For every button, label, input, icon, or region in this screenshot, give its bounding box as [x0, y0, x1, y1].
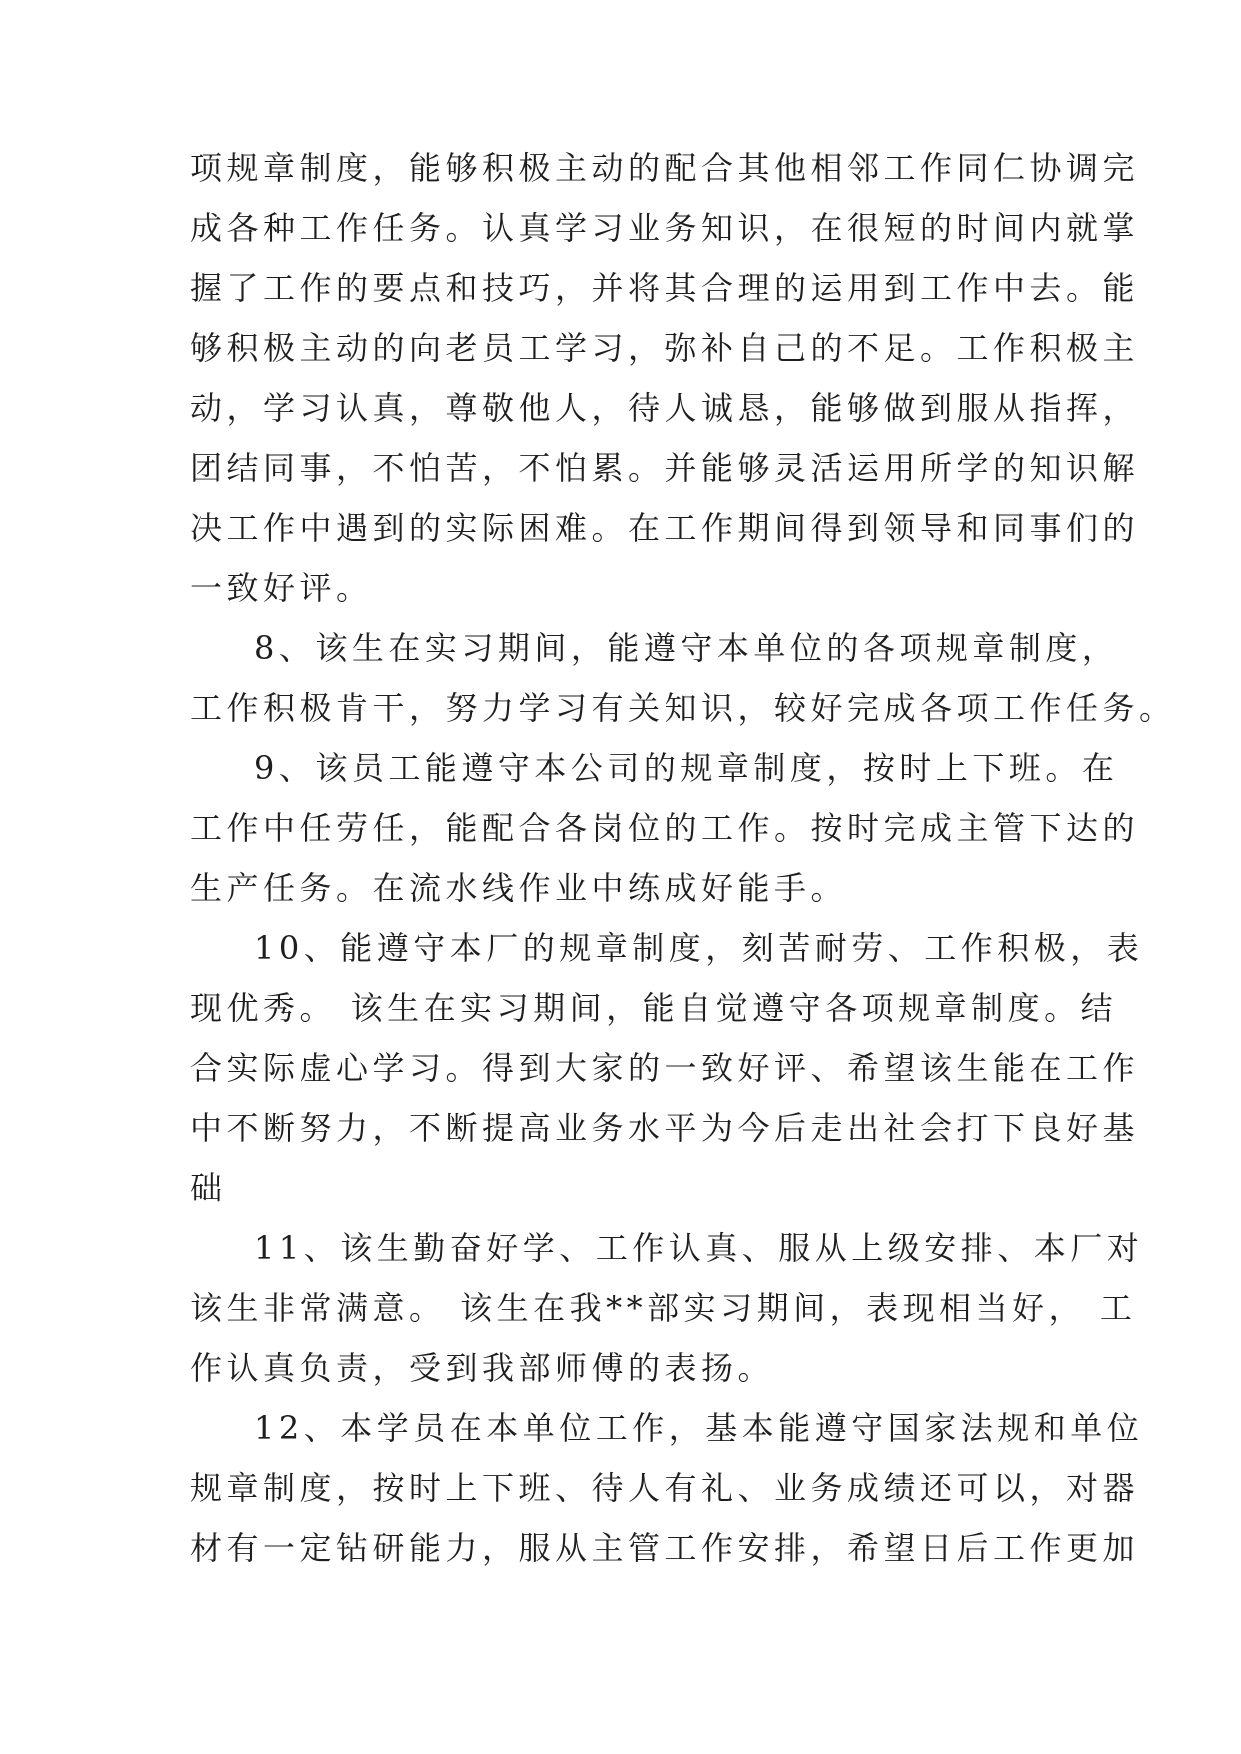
paragraph-9-first-line: 9、该员工能遵守本公司的规章制度，按时上下班。在 [254, 749, 1119, 787]
text-line: 中不断努力，不断提高业务水平为今后走出社会打下良好基 [190, 1109, 1140, 1147]
text-line: 工作中任劳任，能配合各岗位的工作。按时完成主管下达的 [190, 809, 1140, 847]
paragraph-12-first-line: 12、本学员在本单位工作，基本能遵守国家法规和单位 [254, 1409, 1144, 1447]
text-line: 团结同事，不怕苦，不怕累。并能够灵活运用所学的知识解 [190, 449, 1140, 487]
paragraph-8-first-line: 8、该生在实习期间，能遵守本单位的各项规章制度， [254, 629, 1119, 667]
paragraph-11-first-line: 11、该生勤奋好学、工作认真、服从上级安排、本厂对 [254, 1229, 1144, 1267]
text-line: 项规章制度，能够积极主动的配合其他相邻工作同仁协调完 [190, 149, 1140, 187]
text-line: 工作积极肯干，努力学习有关知识，较好完成各项工作任务。 [190, 689, 1176, 727]
text-line: 础 [190, 1169, 227, 1207]
text-line: 材有一定钻研能力，服从主管工作安排，希望日后工作更加 [190, 1529, 1140, 1567]
text-line: 作认真负责，受到我部师傅的表扬。 [190, 1349, 775, 1387]
paragraph-10-first-line: 10、能遵守本厂的规章制度，刻苦耐劳、工作积极，表 [254, 929, 1144, 967]
text-line: 成各种工作任务。认真学习业务知识，在很短的时间内就掌 [190, 209, 1140, 247]
text-line: 该生非常满意。 该生在我**部实习期间，表现相当好， 工 [190, 1289, 1137, 1327]
text-line: 动，学习认真，尊敬他人，待人诚恳，能够做到服从指挥， [190, 389, 1140, 427]
text-line: 生产任务。在流水线作业中练成好能手。 [190, 869, 848, 907]
text-line: 握了工作的要点和技巧，并将其合理的运用到工作中去。能 [190, 269, 1140, 307]
text-line: 够积极主动的向老员工学习，弥补自己的不足。工作积极主 [190, 329, 1140, 367]
text-line: 合实际虚心学习。得到大家的一致好评、希望该生能在工作 [190, 1049, 1140, 1087]
text-line: 决工作中遇到的实际困难。在工作期间得到领导和同事们的 [190, 509, 1140, 547]
text-line: 一致好评。 [190, 569, 373, 607]
text-line: 规章制度，按时上下班、待人有礼、业务成绩还可以，对器 [190, 1469, 1140, 1507]
text-line: 现优秀。 该生在实习期间，能自觉遵守各项规章制度。结 [190, 989, 1118, 1027]
